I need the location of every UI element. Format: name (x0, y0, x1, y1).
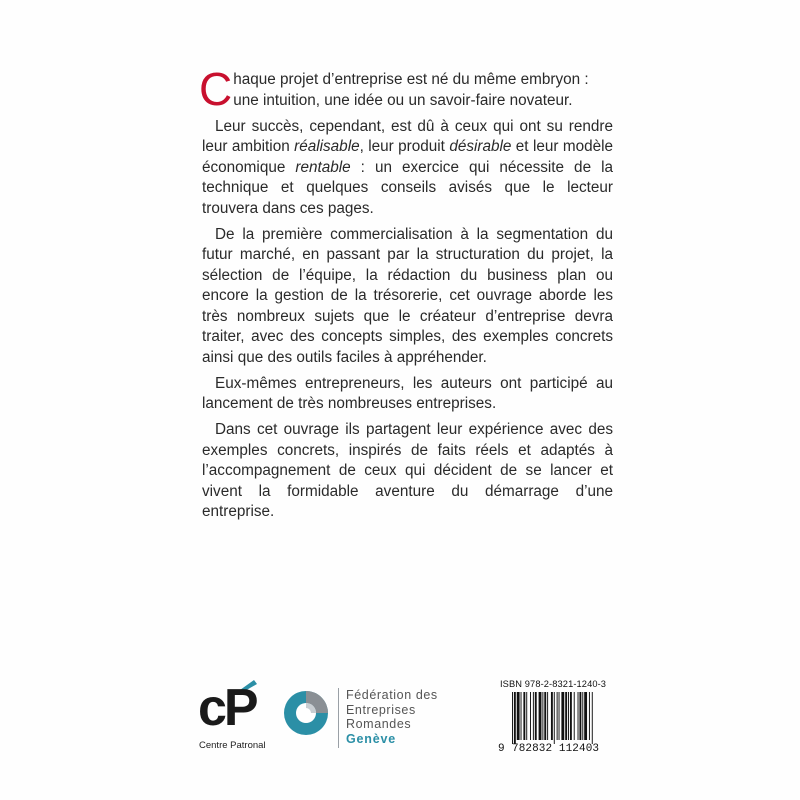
fer-circle-icon (283, 690, 329, 736)
fer-divider (338, 688, 339, 748)
barcode-bar (554, 692, 555, 744)
cp-letters: cP (198, 679, 256, 737)
barcode-bar (542, 692, 543, 740)
barcode-bar (533, 692, 534, 740)
barcode-bar (544, 692, 546, 740)
barcode-bar (589, 692, 590, 740)
fer-line-2: Entreprises (346, 702, 416, 717)
barcode-bar (535, 692, 537, 740)
cp-caption: Centre Patronal (199, 740, 266, 751)
barcode-bar (561, 692, 564, 740)
paragraph-2 (202, 117, 613, 220)
barcode-bar (579, 692, 581, 740)
p2-text-c: et leur modèle économique (202, 138, 614, 176)
barcode-bar (523, 692, 525, 740)
paragraph-5: Dans cet ouvrage ils partagent leur expérience avec des exemples concrets, inspirés de faits réels et adaptés à l’accompagnement de ceux qui décident de se lancer et vivent la formidable aventure du démarrage d’une entreprise. (202, 421, 613, 520)
barcode-bar (530, 692, 531, 740)
barcode-bar (584, 692, 587, 740)
isbn-digits: 782832 112403 (512, 743, 600, 755)
paragraph-1 (199, 63, 613, 115)
isbn-first-digit: 9 (498, 743, 505, 755)
fer-line-1: Fédération des (346, 688, 438, 702)
p2-text-b: , leur produit (359, 138, 450, 155)
p2-em-desirable: désirable (449, 138, 512, 155)
drop-cap: C (199, 63, 233, 115)
barcode-bar (512, 692, 513, 744)
barcode-bar (551, 692, 553, 740)
paragraph-4: Eux-mêmes entrepreneurs, les auteurs ont participé au lancement de très nombreuses entreprises. (202, 374, 613, 412)
barcode-bar (578, 692, 579, 740)
fer-line-3: Romandes (346, 717, 412, 731)
paragraph-3: De la première commercialisation à la segmentation du futur marché, en passant par la structuration du projet, la sélection de l’équipe, la rédaction du business plan ou encore la gestion de la trésorerie, cet ouvrage aborde les très nombreux sujets que le créateur d’entreprise devra traiter, avec des concepts simples, des exemples concrets ainsi que des outils faciles à appréhender. (202, 225, 613, 366)
barcode-bar (559, 692, 560, 740)
barcode-bar (517, 692, 520, 740)
barcode-icon (512, 692, 620, 744)
p2-em-rentable: rentable (295, 158, 351, 176)
p2-em-realisable: réalisable (294, 138, 360, 155)
barcode-bar (570, 692, 572, 740)
back-cover-blurb (199, 63, 614, 528)
fer-line-geneve: Genève (346, 731, 396, 746)
p2-text-a: Leur succès, cependant, est dû à ceux qui ont su rendre leur ambition (202, 117, 613, 155)
barcode-bar (521, 692, 522, 740)
barcode-bar (592, 692, 593, 744)
barcode-bar (574, 692, 575, 740)
barcode-bar (568, 692, 569, 740)
p1-line1: haque projet d’entreprise est né du même embryon : (233, 71, 589, 88)
p2-text-d: : un exercice qui nécessite de la technique et quelques conseils avisés que le lecteur trouvera dans ces pages. (202, 158, 614, 217)
barcode-bar (582, 692, 583, 740)
barcode-bar (557, 692, 558, 740)
barcode-bar (565, 692, 567, 740)
isbn-barcode-block (498, 679, 622, 757)
centre-patronal-logo (198, 678, 268, 756)
barcode-bar (526, 692, 527, 740)
barcode-bar (547, 692, 548, 740)
isbn-label: ISBN 978-2-8321-1240-3 (500, 679, 607, 689)
barcode-bar (539, 692, 542, 740)
barcode-bar (514, 692, 516, 744)
fer-geneve-logo (283, 688, 483, 752)
fer-name (346, 688, 438, 746)
p1-line2: une intuition, une idée ou un savoir-faire novateur. (233, 91, 573, 109)
